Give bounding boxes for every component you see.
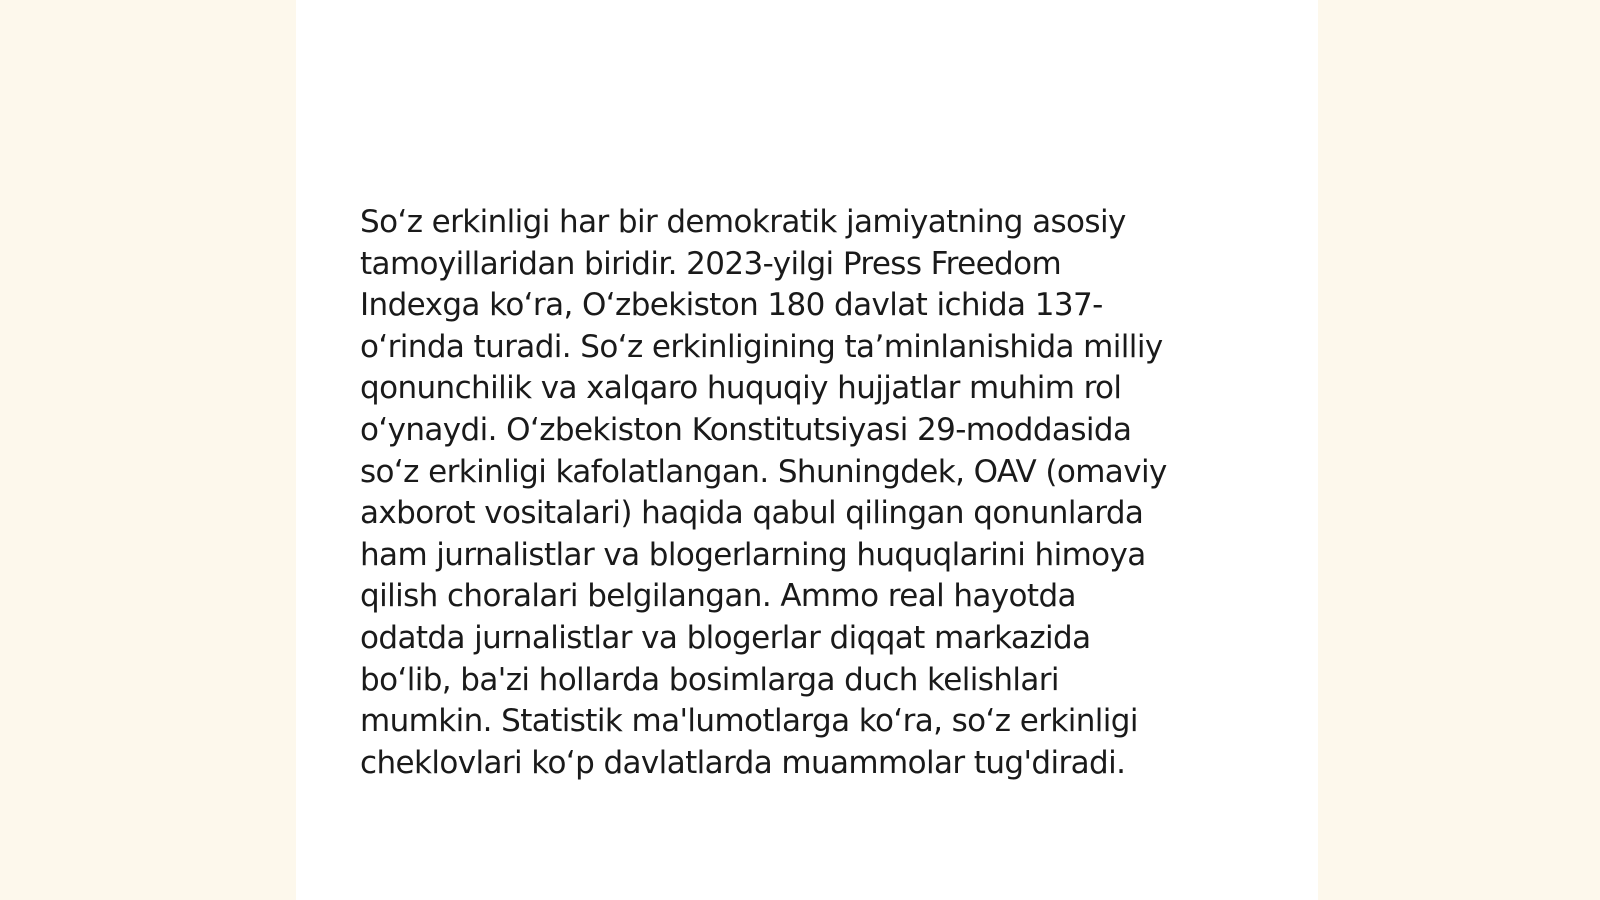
body-paragraph: So‘z erkinligi har bir demokratik jamiyatning asosiy tamoyillaridan biridir. 2023-yilgi Press Freedom Indexga ko‘ra, O‘zbekiston 180 davlat ichida 137- o‘rinda turadi. So‘z erkinligining ta’minlanishida milliy qonunchilik va xalqaro huquqiy hujjatlar muhim rol o‘ynaydi. O‘zbekiston Konstitutsiyasi 29-moddasida so‘z erkinligi kafolatlangan. Shuningdek, OAV (omaviy axborot vositalari) haqida qabul qilingan qonunlarda ham jurnalistlar va blogerlarning huquqlarini himoya qilish choralari belgilangan. Ammo real hayotda odatda jurnalistlar va blogerlar diqqat markazida bo‘lib, ba'zi hollarda bosimlarga duch kelishlari mumkin. Statistik ma'lumotlarga ko‘ra, so‘z erkinligi cheklovlari ko‘p davlatlarda muammolar tug'diradi. [360, 204, 1167, 781]
document-page [296, 0, 1318, 900]
